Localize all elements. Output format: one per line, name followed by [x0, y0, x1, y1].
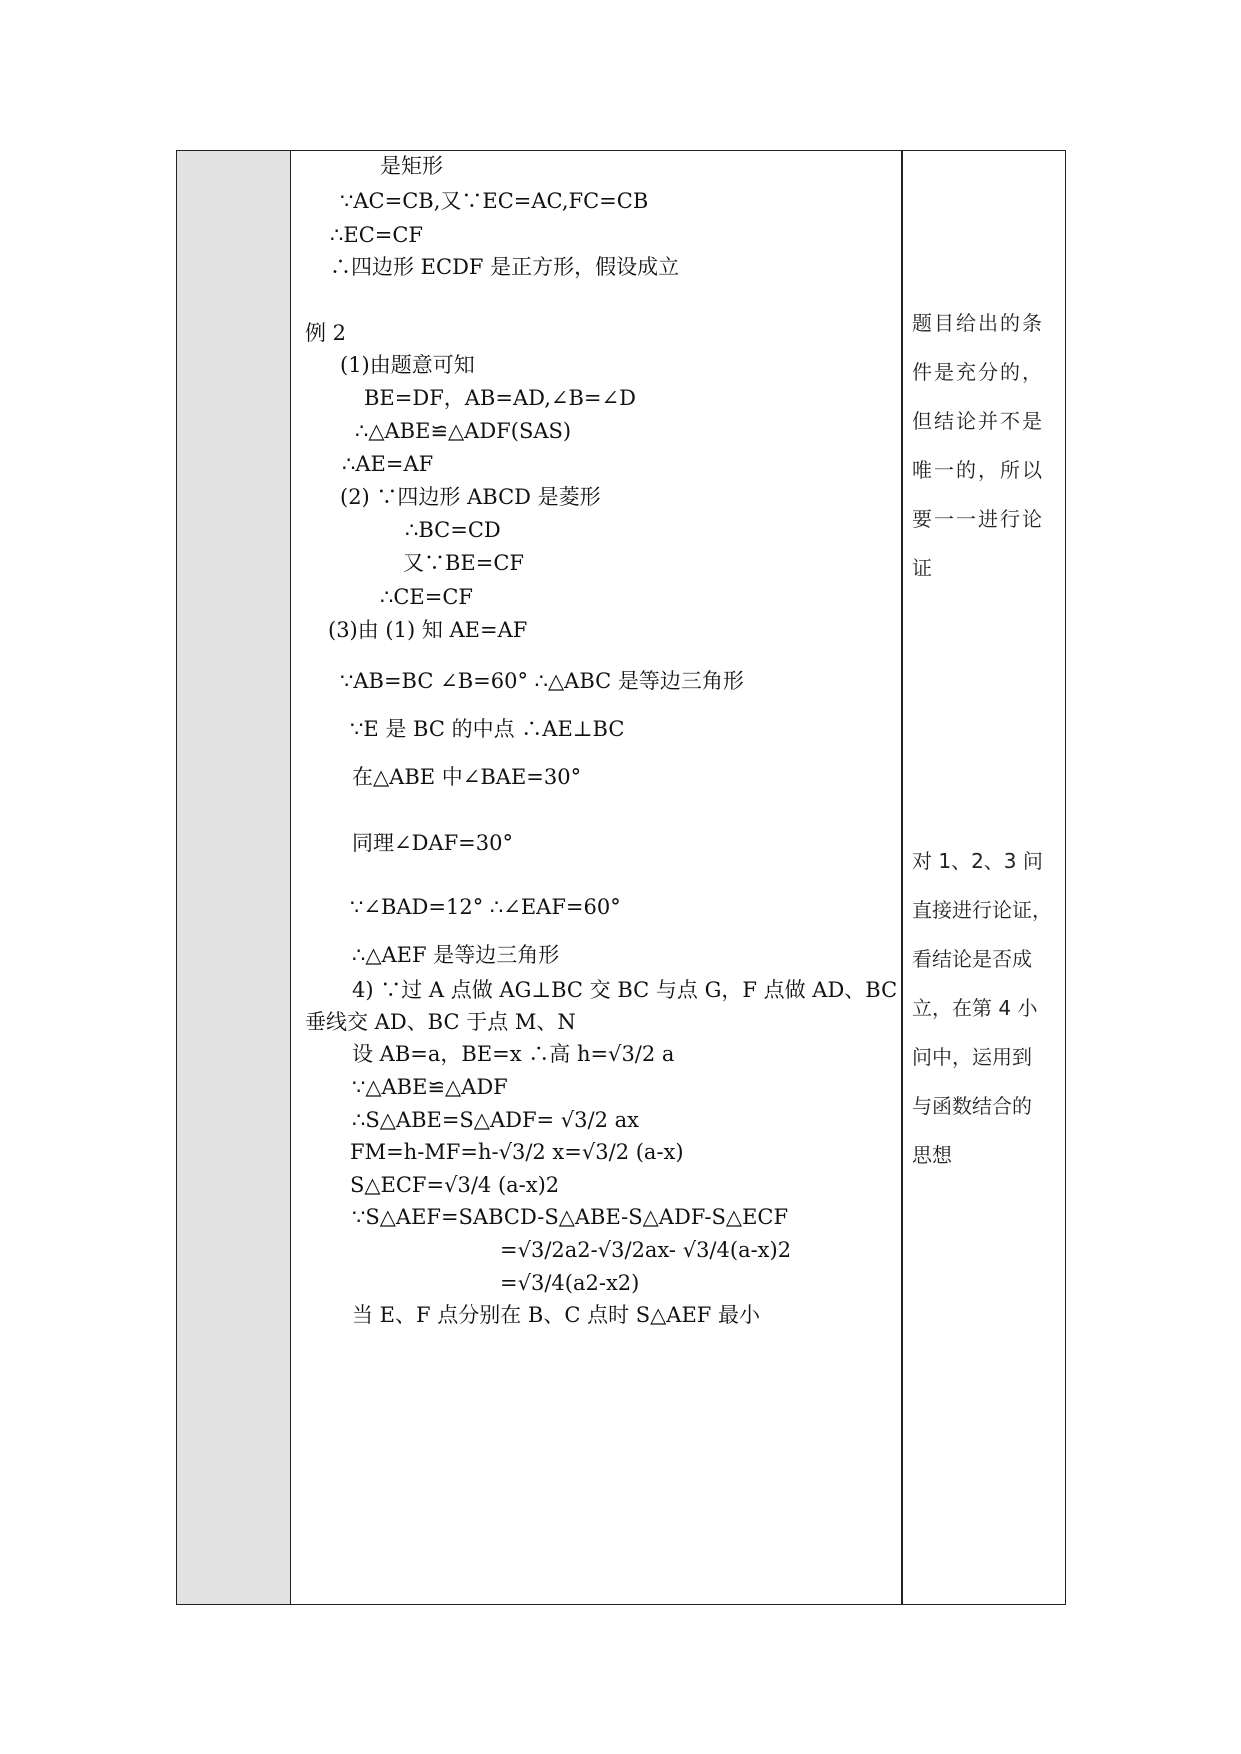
proof-line: 又∵BE=CF [403, 551, 524, 575]
note-line: 与函数结合的 [912, 1094, 1032, 1118]
proof-line: S△ECF=√3/4 (a-x)2 [350, 1173, 560, 1197]
proof-line: (3)由 (1) 知 AE=AF [328, 618, 528, 642]
note-line: 看结论是否成 [912, 947, 1032, 971]
proof-line: ∴△AEF 是等边三角形 [352, 943, 560, 967]
note-line: 件是充分的， [912, 360, 1044, 384]
proof-line: =√3/2a2-√3/2ax- √3/4(a-x)2 [500, 1238, 792, 1262]
proof-line: ∵AC=CB,又∵EC=AC,FC=CB [340, 189, 649, 213]
note-line: 对 1、2、3 问 [912, 849, 1043, 873]
proof-line: ∵AB=BC ∠B=60° ∴△ABC 是等边三角形 [340, 669, 744, 693]
note-line: 题目给出的条 [912, 311, 1044, 335]
note-line: 要一一进行论 [912, 507, 1044, 531]
note-line: 思想 [912, 1143, 952, 1167]
note-line: 但结论并不是 [912, 409, 1044, 433]
proof-line: 在△ABE 中∠BAE=30° [352, 765, 582, 789]
proof-line: ∵E 是 BC 的中点 ∴AE⊥BC [350, 717, 625, 741]
proof-line: ∴CE=CF [380, 585, 473, 609]
proof-line: 是矩形 [380, 154, 443, 178]
note-line: 证 [912, 556, 932, 580]
proof-line: ∴S△ABE=S△ADF= √3/2 ax [352, 1108, 640, 1132]
note-line: 问中，运用到 [912, 1045, 1032, 1069]
proof-line: 设 AB=a，BE=x ∴高 h=√3/2 a [352, 1042, 675, 1066]
proof-line: ∴EC=CF [330, 223, 423, 247]
proof-line: FM=h-MF=h-√3/2 x=√3/2 (a-x) [350, 1140, 684, 1164]
note-line: 直接进行论证， [912, 898, 1052, 922]
proof-line: BE=DF，AB=AD,∠B=∠D [364, 386, 636, 410]
note-line: 立，在第 4 小 [912, 996, 1038, 1020]
proof-line: 垂线交 AD、BC 于点 M、N [305, 1010, 576, 1034]
proof-line: (1)由题意可知 [340, 353, 475, 377]
example-heading: 例 2 [305, 321, 347, 345]
proof-line: ∵S△AEF=SABCD-S△ABE-S△ADF-S△ECF [352, 1205, 789, 1229]
proof-line: 当 E、F 点分别在 B、C 点时 S△AEF 最小 [352, 1303, 761, 1327]
proof-line: 同理∠DAF=30° [352, 831, 513, 855]
proof-line: (2) ∵四边形 ABCD 是菱形 [340, 485, 601, 509]
note-line: 唯一的，所以 [912, 458, 1044, 482]
left-shaded-column [177, 151, 291, 1604]
proof-line: ∵△ABE≌△ADF [352, 1075, 508, 1099]
proof-line: 4) ∵过 A 点做 AG⊥BC 交 BC 与点 G，F 点做 AD、BC [352, 978, 898, 1002]
proof-line: ∴四边形 ECDF 是正方形，假设成立 [330, 255, 680, 279]
proof-line: ∴△ABE≌△ADF(SAS) [355, 419, 572, 443]
proof-line: ∴AE=AF [342, 452, 434, 476]
proof-line: =√3/4(a2-x2) [500, 1271, 640, 1295]
proof-line: ∴BC=CD [405, 518, 501, 542]
proof-line: ∵∠BAD=12° ∴∠EAF=60° [350, 895, 621, 919]
